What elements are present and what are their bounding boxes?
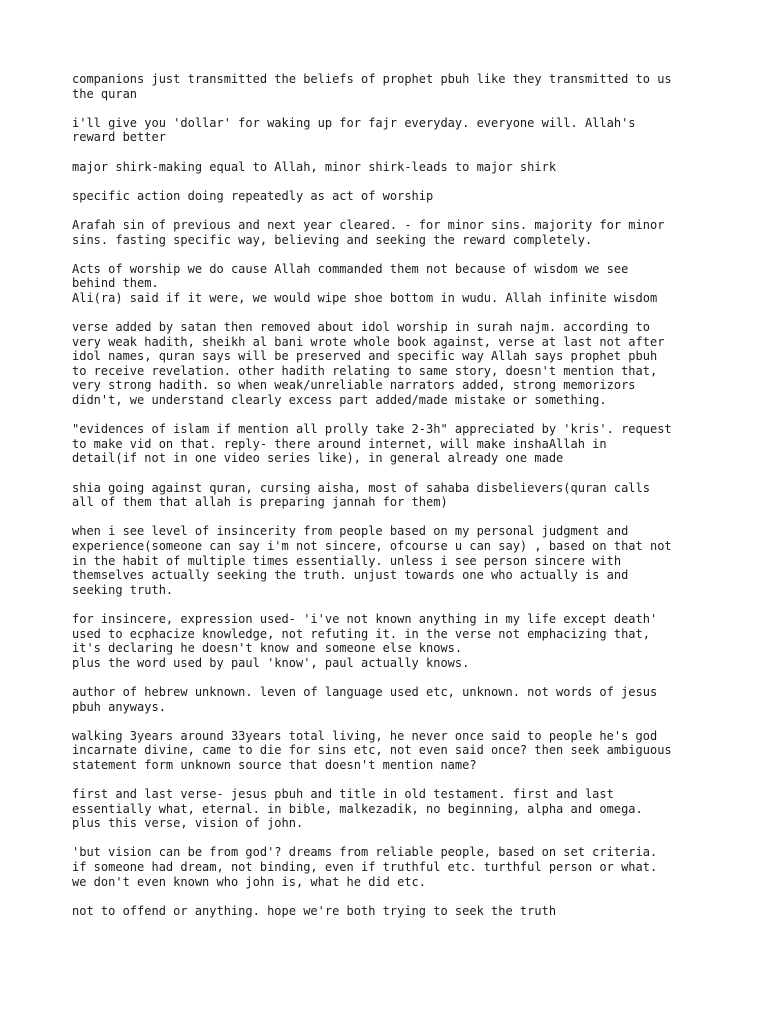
paragraph-companions: companions just transmitted the beliefs of prophet pbuh like they transmitted to us the quran — [72, 72, 672, 101]
paragraph-insincere-expression: for insincere, expression used- 'i've not known anything in my life except death' used to ecphacize knowledge, not refuting it. in the verse not emphacizing that, it's declaring he doesn't know and someone else knows. plus the word used by paul 'know', paul actually knows. — [72, 611, 658, 670]
paragraph-shia: shia going against quran, cursing aisha, most of sahaba disbelievers(quran calls all of them that allah is preparing jannah for them) — [72, 480, 650, 510]
paragraph-arafah: Arafah sin of previous and next year cleared. - for minor sins. majority for minor sins. fasting specific way, believing and seeking the reward completely. — [72, 217, 665, 247]
paragraph-hebrew-author: author of hebrew unknown. leven of language used etc, unknown. not words of jesus pbuh anyways. — [72, 684, 658, 714]
paragraph-shirk: major shirk-making equal to Allah, minor shirk-leads to major shirk — [72, 159, 557, 174]
paragraph-vision: 'but vision can be from god'? dreams from reliable people, based on set criteria. if someone had dream, not binding, even if truthful etc. turthful person or what. we don't even known who john is, what he did etc. — [72, 845, 658, 889]
paragraph-walking-3-years: walking 3years around 33years total living, he never once said to people he's god incarnate divine, came to die for sins etc, not even said once? then seek ambiguous statement form unknown source that doesn't mention name? — [72, 728, 672, 772]
paragraph-dollar-fajr: i'll give you 'dollar' for waking up for fajr everyday. everyone will. Allah's reward better — [72, 115, 636, 145]
paragraph-surah-najm: verse added by satan then removed about idol worship in surah najm. according to very weak hadith, sheikh al bani wrote whole book against, verse at last not after idol names, quran says will be preserved and specific way Allah says prophet pbuh to receive revelation. other hadith relating to same story, doesn't mention that, very strong hadith. so when weak/unreliable narrators added, strong memorizors didn't, we understand clearly excess part added/made mistake or something. — [72, 320, 665, 408]
paragraph-closing: not to offend or anything. hope we're both trying to seek the truth — [72, 903, 557, 918]
notes-body — [72, 72, 712, 933]
paragraph-evidences: "evidences of islam if mention all prolly take 2-3h" appreciated by 'kris'. request to make vid on that. reply- there around internet, will make inshaAllah in detail(if not in one video series like), in general already one made — [72, 422, 672, 466]
paragraph-insincerity: when i see level of insincerity from people based on my personal judgment and experience(someone can say i'm not sincere, ofcourse u can say) , based on that not in the habit of multiple times essentially. unless i see person sincere with themselves actually seeking the truth. unjust towards one who actually is and seeking truth. — [72, 524, 672, 597]
paragraph-first-and-last: first and last verse- jesus pbuh and title in old testament. first and last essentially what, eternal. in bible, malkezadik, no beginning, alpha and omega. plus this verse, vision of john. — [72, 787, 643, 831]
paragraph-specific-action: specific action doing repeatedly as act of worship — [72, 188, 434, 203]
paragraph-acts-of-worship: Acts of worship we do cause Allah commanded them not because of wisdom we see behind them. Ali(ra) said if it were, we would wipe shoe bottom in wudu. Allah infinite wisdom — [72, 261, 658, 305]
